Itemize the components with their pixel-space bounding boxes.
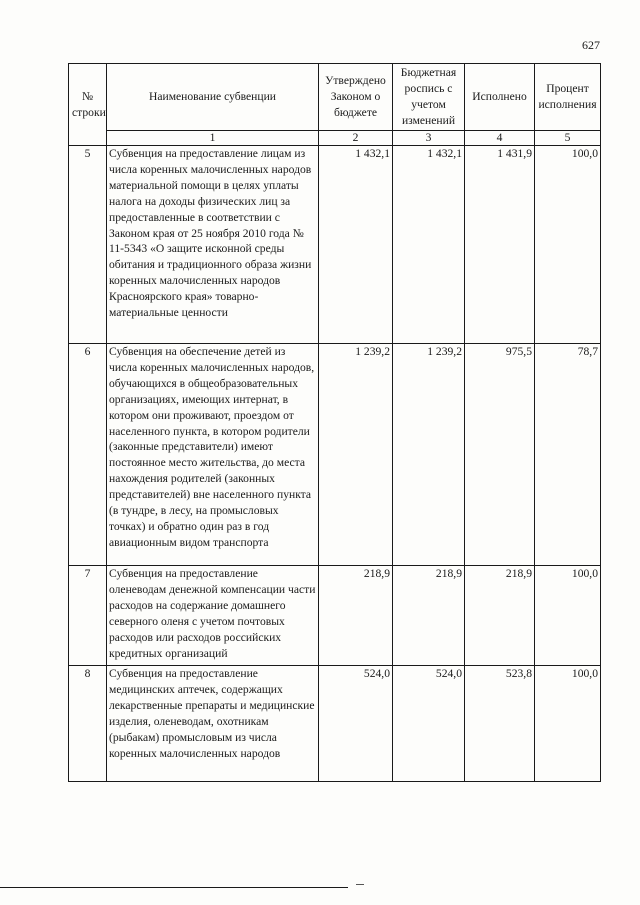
executed-value: 975,5 [465,344,535,566]
footer-tick-mark [356,884,364,885]
header-execution-percent: Процент исполнения [535,64,601,131]
table-row [69,146,601,344]
page-number: 627 [582,38,600,52]
percent-value: 78,7 [535,344,601,566]
row-number: 8 [69,666,107,782]
subsidy-name: Субвенция на обеспечение детей из числа коренных малочисленных народов, обучающихся в общеобразовательных организациях, имеющих интернат, в котором они проживают, проездом от населенного пункта, в котором родители (законные представители) имеют постоянное место жительства, до места нахождения родителей (законных представителей) вне населенного пункта (в тундре, в лесу, на промысловых точках) и обратно один раз в год авиационным видом транспорта [107,344,319,566]
column-number: 4 [465,131,535,146]
column-number: 5 [535,131,601,146]
budget-value: 218,9 [393,566,465,666]
table-row [69,666,601,782]
subsidy-name: Субвенция на предоставление лицам из числа коренных малочисленных народов материальной помощи в целях уплаты налога на доходы физических лиц за предоставленные в соответствии с Законом края от 25 ноября 2010 года № 11-5343 «О защите исконной среды обитания и традиционного образа жизни коренных малочисленных народов Красноярского края» товарно-материальные ценности [107,146,319,344]
table-row [69,344,601,566]
approved-value: 1 239,2 [319,344,393,566]
budget-value: 1 239,2 [393,344,465,566]
column-number: 2 [319,131,393,146]
subsidies-table [68,63,601,782]
column-numbers-row [69,131,601,146]
header-row-number: № строки [69,64,107,146]
approved-value: 524,0 [319,666,393,782]
header-approved: Утверждено Законом о бюджете [319,64,393,131]
footer-rule [0,887,348,888]
executed-value: 218,9 [465,566,535,666]
approved-value: 1 432,1 [319,146,393,344]
percent-value: 100,0 [535,566,601,666]
table-row [69,566,601,666]
budget-value: 1 432,1 [393,146,465,344]
header-subsidy-name: Наименование субвенции [107,64,319,131]
percent-value: 100,0 [535,666,601,782]
row-number: 7 [69,566,107,666]
percent-value: 100,0 [535,146,601,344]
header-budget-schedule: Бюджетная роспись с учетом изменений [393,64,465,131]
column-number: 1 [107,131,319,146]
subsidy-name: Субвенция на предоставление оленеводам денежной компенсации части расходов на содержание домашнего северного оленя с учетом почтовых расходов или расходов российских кредитных организаций [107,566,319,666]
row-number: 5 [69,146,107,344]
subsidy-name: Субвенция на предоставление медицинских аптечек, содержащих лекарственные препараты и медицинские изделия, оленеводам, охотникам (рыбакам) промысловым из числа коренных малочисленных народов [107,666,319,782]
approved-value: 218,9 [319,566,393,666]
executed-value: 1 431,9 [465,146,535,344]
table-header-row [69,64,601,131]
header-executed: Исполнено [465,64,535,131]
row-number: 6 [69,344,107,566]
budget-value: 524,0 [393,666,465,782]
executed-value: 523,8 [465,666,535,782]
column-number: 3 [393,131,465,146]
